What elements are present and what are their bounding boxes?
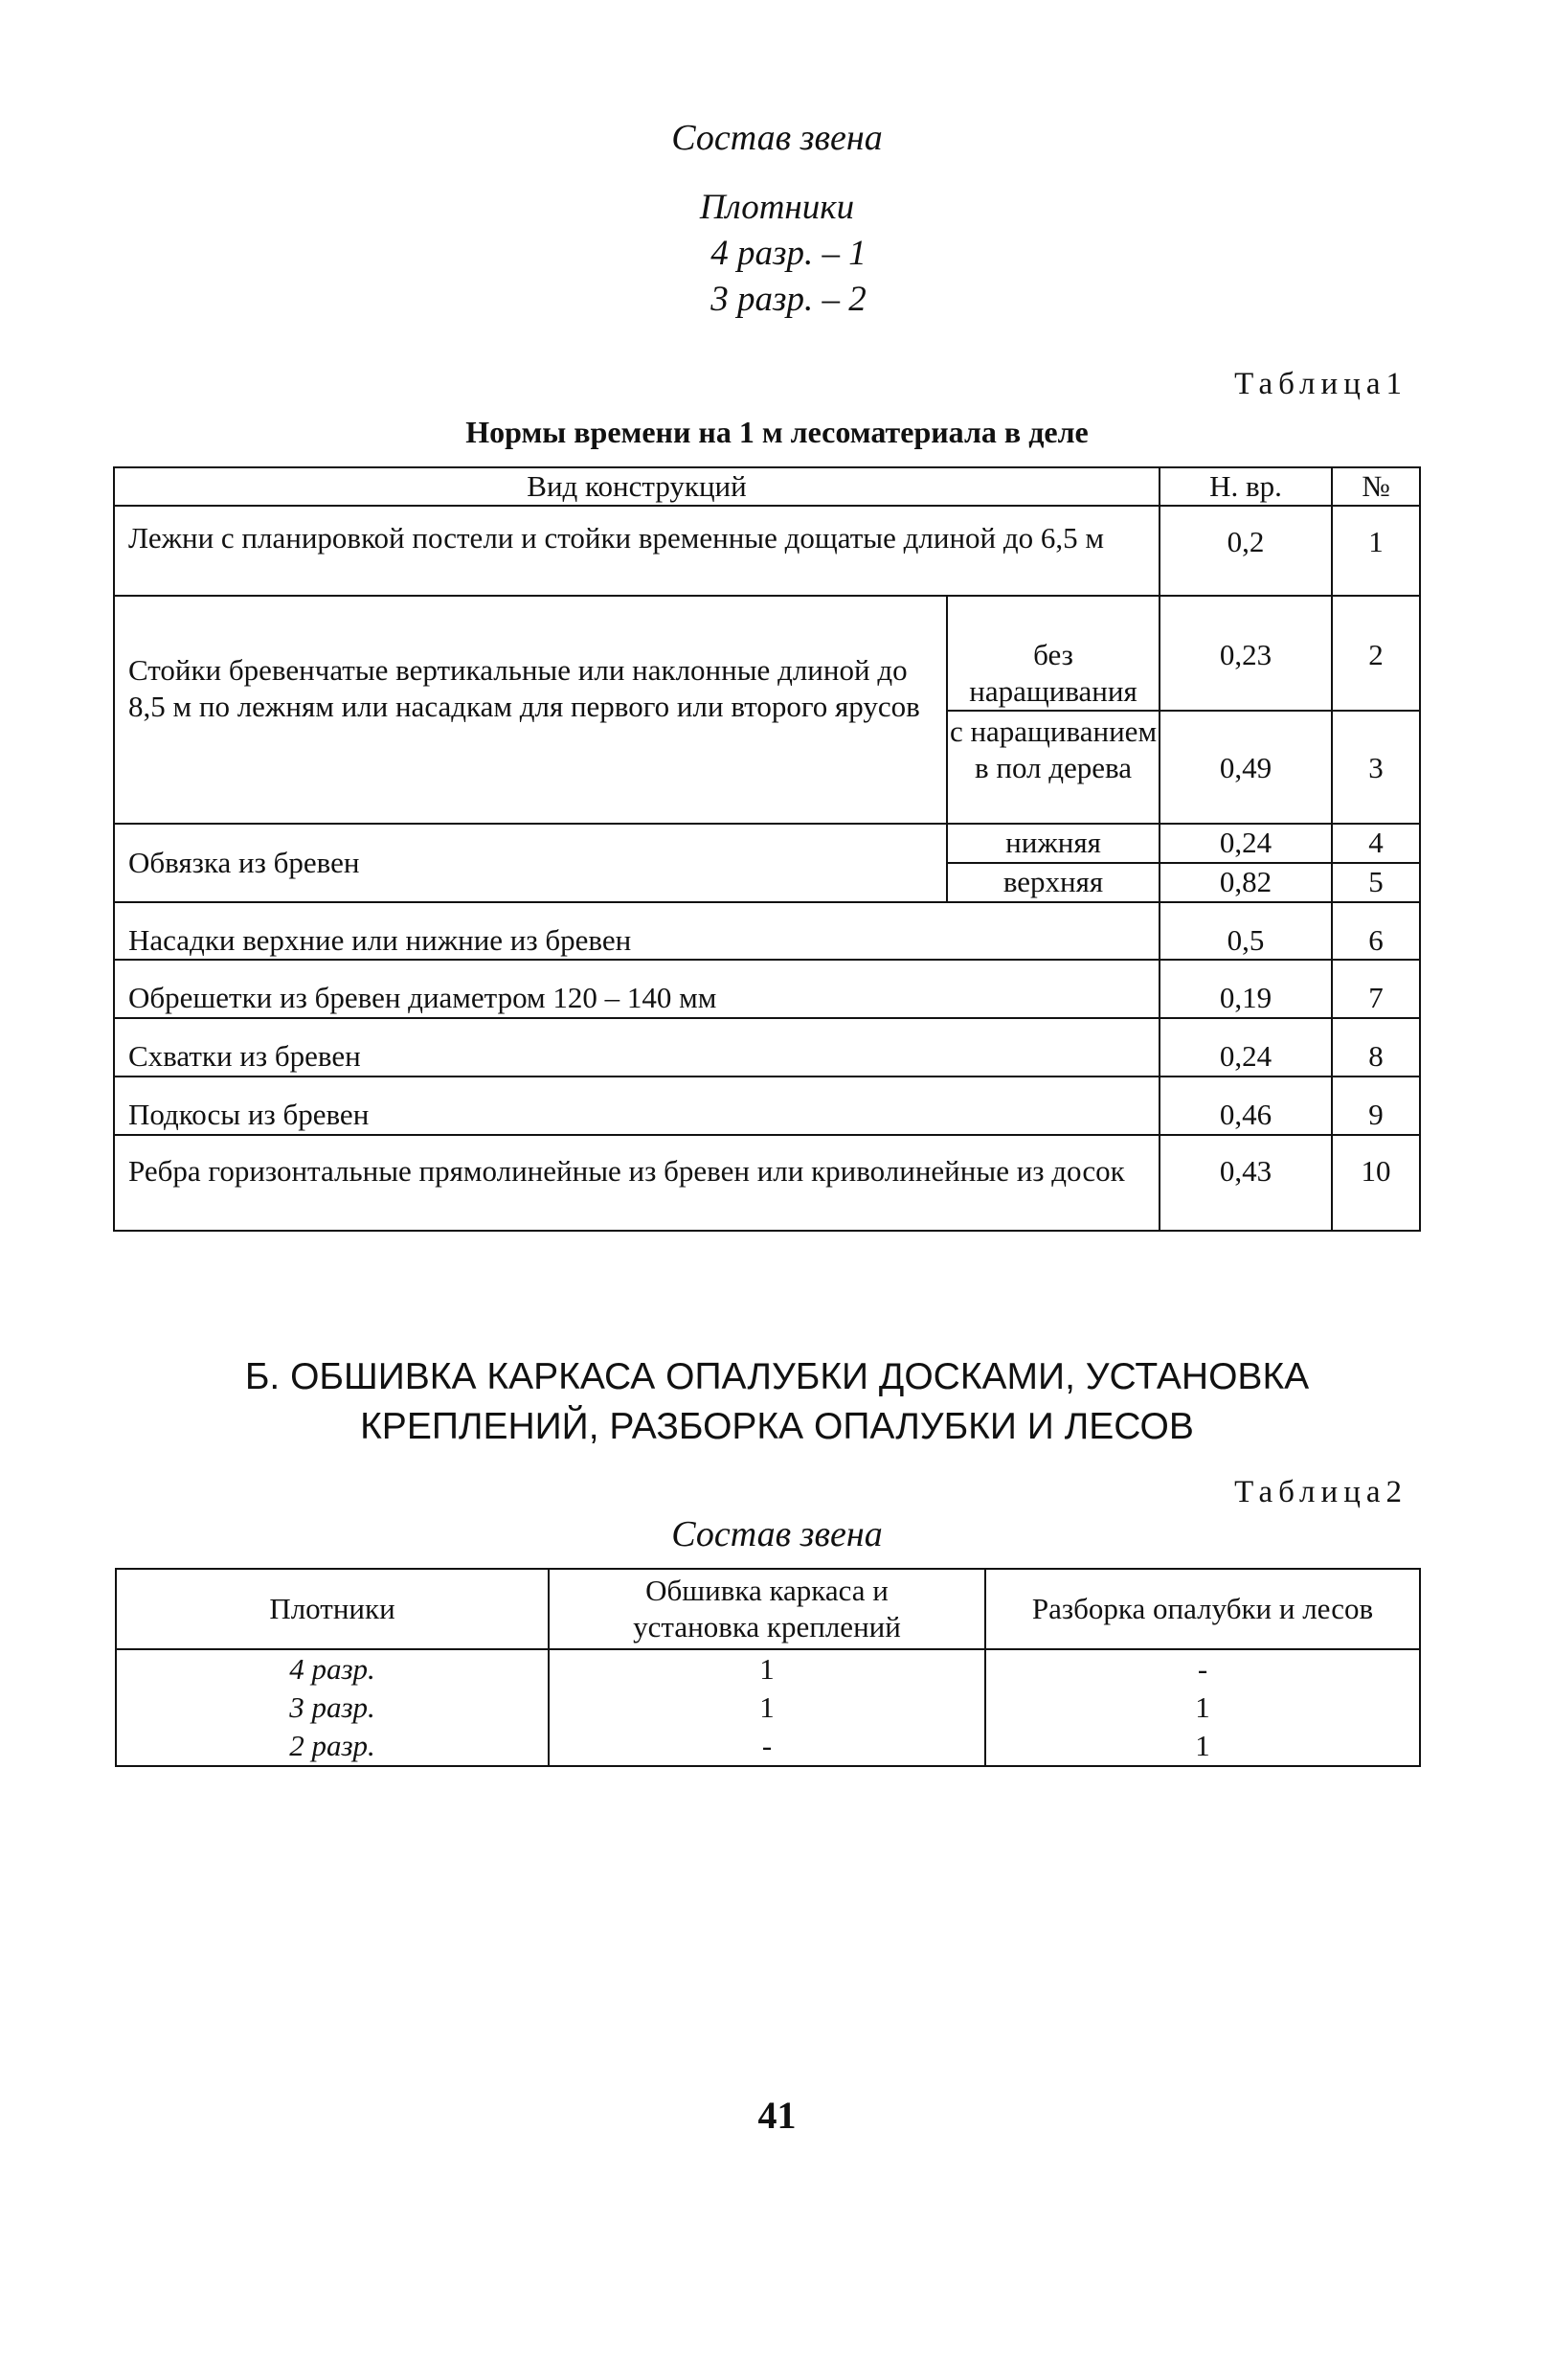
row-text: Стойки бревенчатые вертикальные или наклонные длиной до 8,5 м по лежням или насадкам для первого или второго ярусов — [114, 596, 947, 824]
count-cell: 1 — [985, 1689, 1420, 1727]
table-row — [114, 1077, 1420, 1135]
grade-cell: 3 разр. — [116, 1689, 549, 1727]
count-cell: - — [549, 1727, 985, 1766]
row-number: 6 — [1332, 902, 1420, 960]
row-number: 5 — [1332, 863, 1420, 902]
row-number: 9 — [1332, 1077, 1420, 1135]
row-value: 0,43 — [1160, 1135, 1332, 1231]
header-carpenters: Плотники — [116, 1569, 549, 1649]
header-dismantling: Разборка опалубки и лесов — [985, 1569, 1420, 1649]
page-number: 41 — [757, 2094, 797, 2137]
row-value: 0,23 — [1160, 596, 1332, 711]
row-value: 0,5 — [1160, 902, 1332, 960]
row-subtype: нижняя — [947, 824, 1160, 863]
header-construction-type: Вид конструкций — [114, 467, 1160, 506]
row-subtype: без наращивания — [947, 596, 1160, 711]
crew-title: Состав звена — [671, 118, 883, 158]
table-row — [114, 960, 1420, 1018]
row-number: 3 — [1332, 711, 1420, 824]
row-text: Схватки из бревен — [114, 1018, 1160, 1077]
row-value: 0,49 — [1160, 711, 1332, 824]
row-number: 8 — [1332, 1018, 1420, 1077]
section-b-heading — [0, 1352, 1554, 1452]
table-row — [114, 506, 1420, 596]
table-row — [116, 1727, 1420, 1766]
row-value: 0,46 — [1160, 1077, 1332, 1135]
grade-cell: 4 разр. — [116, 1649, 549, 1689]
header-time-norm: Н. вр. — [1160, 467, 1332, 506]
row-value: 0,19 — [1160, 960, 1332, 1018]
row-value: 0,24 — [1160, 1018, 1332, 1077]
row-value: 0,2 — [1160, 506, 1332, 596]
crew-line: Плотники — [699, 188, 855, 227]
table-row — [116, 1649, 1420, 1689]
row-text: Обрешетки из бревен диаметром 120 – 140 мм — [114, 960, 1160, 1018]
row-number: 10 — [1332, 1135, 1420, 1231]
table-header-row — [116, 1569, 1420, 1649]
row-text: Ребра горизонтальные прямолинейные из бревен или криволинейные из досок — [114, 1135, 1160, 1231]
row-subtype: с наращиванием в пол дерева — [947, 711, 1160, 824]
table1-title: Нормы времени на 1 м лесоматериала в деле — [465, 415, 1089, 449]
table-row — [114, 824, 1420, 863]
table-row — [114, 1135, 1420, 1231]
section-b-line: Б. ОБШИВКА КАРКАСА ОПАЛУБКИ ДОСКАМИ, УСТАНОВКА — [244, 1356, 1310, 1397]
row-text: Лежни с планировкой постели и стойки временные дощатые длиной до 6,5 м — [114, 506, 1160, 596]
table-row — [114, 1018, 1420, 1077]
crew-composition — [0, 185, 1554, 323]
table2-crew-title: Состав звена — [671, 1514, 883, 1554]
row-number: 7 — [1332, 960, 1420, 1018]
count-cell: 1 — [549, 1689, 985, 1727]
row-value: 0,24 — [1160, 824, 1332, 863]
table-header-row — [114, 467, 1420, 506]
row-text: Подкосы из бревен — [114, 1077, 1160, 1135]
count-cell: 1 — [985, 1727, 1420, 1766]
crew-line: 4 разр. – 1 — [710, 234, 867, 273]
table2-label: Таблица2 — [1234, 1475, 1408, 1509]
grade-cell: 2 разр. — [116, 1727, 549, 1766]
crew-table — [115, 1568, 1421, 1767]
count-cell: - — [985, 1649, 1420, 1689]
row-number: 2 — [1332, 596, 1420, 711]
row-number: 4 — [1332, 824, 1420, 863]
count-cell: 1 — [549, 1649, 985, 1689]
table-row — [116, 1689, 1420, 1727]
table1-label: Таблица1 — [1234, 367, 1408, 401]
table-row — [114, 902, 1420, 960]
row-text: Обвязка из бревен — [114, 824, 947, 902]
row-number: 1 — [1332, 506, 1420, 596]
section-b-line: КРЕПЛЕНИЙ, РАЗБОРКА ОПАЛУБКИ И ЛЕСОВ — [360, 1406, 1194, 1447]
time-norms-table — [113, 466, 1421, 1232]
row-subtype: верхняя — [947, 863, 1160, 902]
table-row — [114, 596, 1420, 711]
crew-line: 3 разр. – 2 — [710, 280, 867, 319]
header-sheathing: Обшивка каркаса и установка креплений — [549, 1569, 985, 1649]
row-value: 0,82 — [1160, 863, 1332, 902]
row-text: Насадки верхние или нижние из бревен — [114, 902, 1160, 960]
header-number: № — [1332, 467, 1420, 506]
